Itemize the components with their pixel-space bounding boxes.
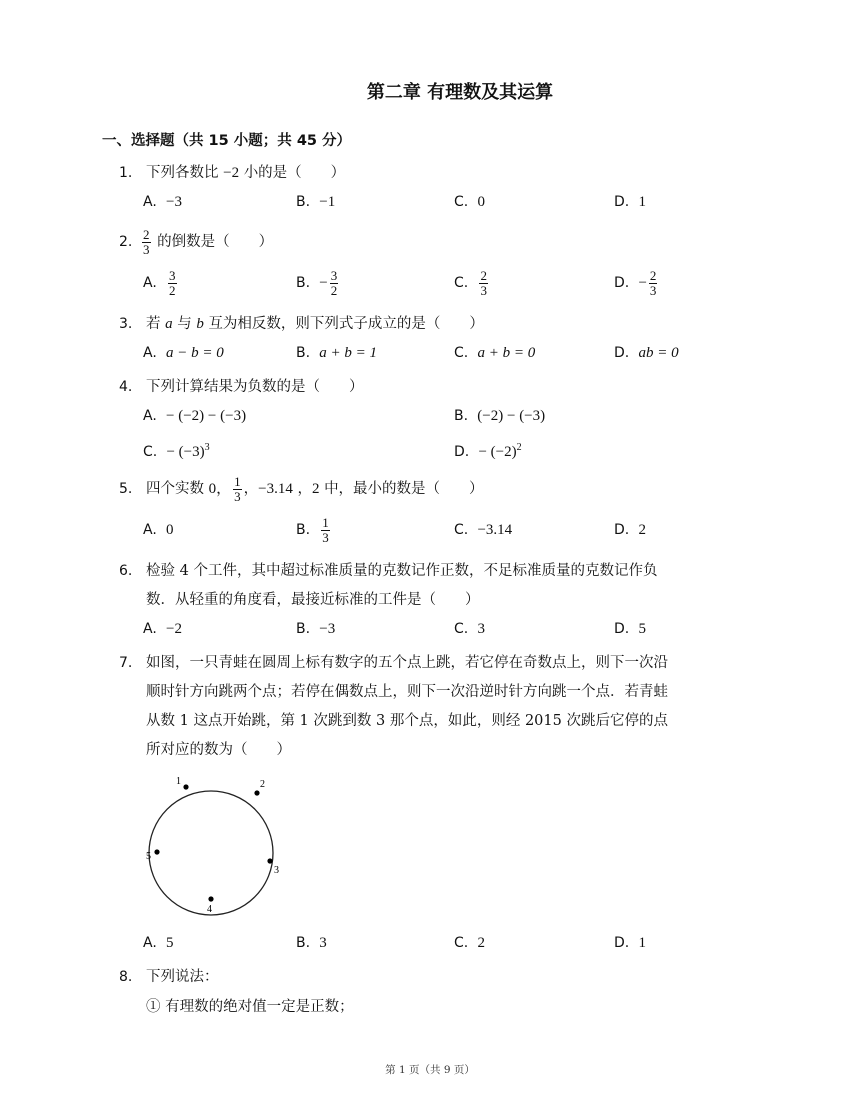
option-d[interactable] — [454, 438, 522, 462]
option-label: B. — [296, 935, 311, 951]
point-label-5: 5 — [146, 851, 151, 862]
option-c[interactable] — [454, 343, 535, 363]
numerator: 1 — [234, 473, 241, 489]
option-value: ab = 0 — [638, 345, 679, 361]
stem-text: 小的是（ ） — [243, 165, 346, 181]
option-label: C. — [454, 275, 469, 291]
fraction — [168, 269, 177, 298]
denominator: 3 — [649, 282, 657, 298]
option-value: − (−2) — [478, 443, 517, 460]
option-a[interactable] — [143, 933, 174, 953]
stem-text: 下列各数比 — [146, 165, 219, 181]
fraction — [233, 475, 242, 504]
option-a[interactable] — [143, 343, 224, 363]
option-label: D. — [614, 621, 630, 637]
variable: b — [196, 316, 204, 332]
option-value: 2 — [477, 935, 485, 951]
question-number: 7. — [119, 655, 133, 671]
option-value: 0 — [477, 194, 485, 210]
option-b[interactable] — [454, 406, 545, 426]
option-label: B. — [296, 345, 311, 361]
option-label: A. — [143, 621, 157, 637]
option-value: − (−2) − (−3) — [166, 408, 247, 424]
exponent: 3 — [204, 442, 210, 453]
circle-figure — [140, 768, 300, 918]
fraction — [479, 269, 488, 298]
question-stem-line: 检验 4 个工件，其中超过标准质量的克数记作正数，不足标准质量的克数记作负 — [146, 563, 658, 579]
option-d[interactable] — [614, 263, 659, 303]
option-label: C. — [454, 345, 469, 361]
value: 2 — [311, 481, 320, 497]
option-b[interactable] — [296, 263, 340, 303]
question-stem-line: 顺时针方向跳两个点；若停在偶数点上，则下一次沿逆时针方向跳一个点．若青蛙 — [146, 684, 668, 700]
option-value: a + b = 0 — [477, 345, 536, 361]
stem-text: 中，最小的数是（ ） — [324, 481, 484, 497]
sign: − — [638, 275, 647, 291]
option-c[interactable] — [454, 619, 485, 639]
denominator: 3 — [322, 529, 329, 545]
question-stem — [146, 163, 345, 183]
stem-text: 与 — [177, 316, 192, 332]
option-value: a + b = 1 — [319, 345, 378, 361]
option-label: B. — [296, 522, 311, 538]
question-stem — [146, 469, 484, 509]
sign: − — [319, 275, 328, 291]
option-label: A. — [143, 345, 157, 361]
question-stem — [146, 314, 484, 334]
stem-text: ， — [243, 481, 259, 497]
fraction — [321, 516, 330, 545]
numerator: 3 — [169, 267, 176, 283]
option-label: D. — [454, 443, 470, 460]
question-stem-line: 数．从轻重的角度看，最接近标准的工件是（ ） — [146, 592, 480, 608]
statement-1: ① 有理数的绝对值一定是正数； — [146, 999, 354, 1015]
stem-text: 的倒数是（ ） — [157, 234, 274, 250]
question-stem-line: 所对应的数为（ ） — [146, 742, 291, 758]
denominator: 3 — [234, 488, 241, 504]
option-value: −3 — [319, 621, 336, 637]
option-label: D. — [614, 522, 630, 538]
variable: a — [165, 316, 173, 332]
option-value: 1 — [638, 194, 646, 210]
option-label: A. — [143, 935, 157, 951]
question-number: 6. — [119, 563, 133, 579]
option-label: B. — [296, 621, 311, 637]
option-value: 3 — [477, 621, 485, 637]
question-number: 5. — [119, 481, 133, 497]
option-label: D. — [614, 935, 630, 951]
question-stem-line: 从数 1 这点开始跳，第 1 次跳到数 3 那个点，如此，则经 2015 次跳后它停的点 — [146, 713, 668, 729]
question-stem-line: 如图，一只青蛙在圆周上标有数字的五个点上跳，若它停在奇数点上，则下一次沿 — [146, 655, 668, 671]
option-b[interactable] — [296, 510, 332, 550]
value: 0， — [208, 481, 232, 497]
point-3 — [267, 858, 272, 863]
option-b[interactable] — [296, 343, 377, 363]
fraction — [649, 269, 658, 298]
point-4 — [208, 896, 213, 901]
point-label-1: 1 — [176, 776, 181, 787]
option-a[interactable] — [143, 263, 179, 303]
point-label-3: 3 — [274, 865, 279, 876]
option-label: C. — [454, 522, 469, 538]
option-value: −1 — [319, 194, 336, 210]
stem-text: 四个实数 — [146, 481, 204, 497]
stem-text: ， — [297, 481, 312, 497]
option-label: D. — [614, 275, 630, 291]
denominator: 3 — [143, 241, 150, 257]
option-label: C. — [454, 194, 469, 210]
option-d[interactable] — [614, 619, 646, 639]
option-value: − (−3) — [166, 443, 205, 460]
question-stem — [140, 222, 273, 262]
point-label-2: 2 — [260, 779, 265, 790]
question-number: 3. — [119, 316, 133, 332]
point-2 — [254, 790, 259, 795]
point-5 — [154, 849, 159, 854]
numerator: 2 — [143, 226, 150, 242]
question-number: 8. — [119, 969, 133, 985]
numerator: 3 — [330, 267, 338, 283]
point-1 — [183, 784, 188, 789]
option-value: −2 — [166, 621, 182, 637]
option-label: B. — [296, 194, 311, 210]
option-d[interactable] — [614, 933, 646, 953]
option-c[interactable] — [143, 438, 210, 462]
option-label: A. — [143, 194, 157, 210]
question-stem: 下列计算结果为负数的是（ ） — [146, 379, 364, 395]
stem-value: −2 — [223, 165, 240, 181]
option-b[interactable] — [296, 192, 335, 212]
option-label: D. — [614, 194, 630, 210]
question-number: 1. — [119, 165, 133, 181]
option-label: D. — [614, 345, 630, 361]
fraction — [142, 228, 151, 257]
option-label: A. — [143, 522, 157, 538]
page-footer: 第 1 页（共 9 页） — [385, 1064, 475, 1076]
page-title: 第二章 有理数及其运算 — [366, 82, 554, 103]
stem-text: 若 — [146, 316, 161, 332]
option-value: −3 — [166, 194, 182, 210]
option-label: A. — [143, 275, 157, 291]
option-a[interactable] — [143, 406, 246, 426]
fraction — [330, 269, 339, 298]
point-label-4: 4 — [207, 904, 212, 915]
option-a[interactable] — [143, 619, 182, 639]
option-value: −3.14 — [477, 522, 513, 538]
value: −3.14 — [258, 481, 293, 497]
numerator: 1 — [322, 514, 329, 530]
option-label: C. — [143, 443, 158, 460]
denominator: 2 — [330, 282, 338, 298]
option-label: B. — [296, 275, 311, 291]
option-label: C. — [454, 621, 469, 637]
denominator: 3 — [480, 282, 487, 298]
option-value: 0 — [166, 522, 174, 538]
option-value: 3 — [319, 935, 327, 951]
option-label: A. — [143, 408, 157, 424]
section-heading: 一、选择题（共 15 小题；共 45 分） — [102, 133, 352, 149]
option-b[interactable] — [296, 933, 327, 953]
option-value: 1 — [638, 935, 646, 951]
option-value: (−2) − (−3) — [477, 408, 546, 424]
option-c[interactable] — [454, 520, 512, 540]
exponent: 2 — [516, 442, 522, 453]
option-d[interactable] — [614, 520, 646, 540]
denominator: 2 — [169, 282, 176, 298]
question-number: 4. — [119, 379, 133, 395]
option-value: a − b = 0 — [166, 345, 224, 361]
numerator: 2 — [480, 267, 487, 283]
option-d[interactable] — [614, 192, 646, 212]
option-d[interactable] — [614, 343, 679, 363]
option-value: 5 — [638, 621, 646, 637]
question-number: 2. — [119, 234, 133, 250]
option-value: 5 — [166, 935, 174, 951]
option-a[interactable] — [143, 520, 174, 540]
option-b[interactable] — [296, 619, 335, 639]
option-a[interactable] — [143, 192, 182, 212]
option-label: B. — [454, 408, 469, 424]
option-c[interactable] — [454, 933, 485, 953]
option-c[interactable] — [454, 192, 485, 212]
question-stem: 下列说法： — [146, 969, 219, 985]
numerator: 2 — [649, 267, 657, 283]
option-label: C. — [454, 935, 469, 951]
stem-text: 互为相反数，则下列式子成立的是（ ） — [208, 316, 484, 332]
option-c[interactable] — [454, 263, 490, 303]
option-value: 2 — [638, 522, 646, 538]
